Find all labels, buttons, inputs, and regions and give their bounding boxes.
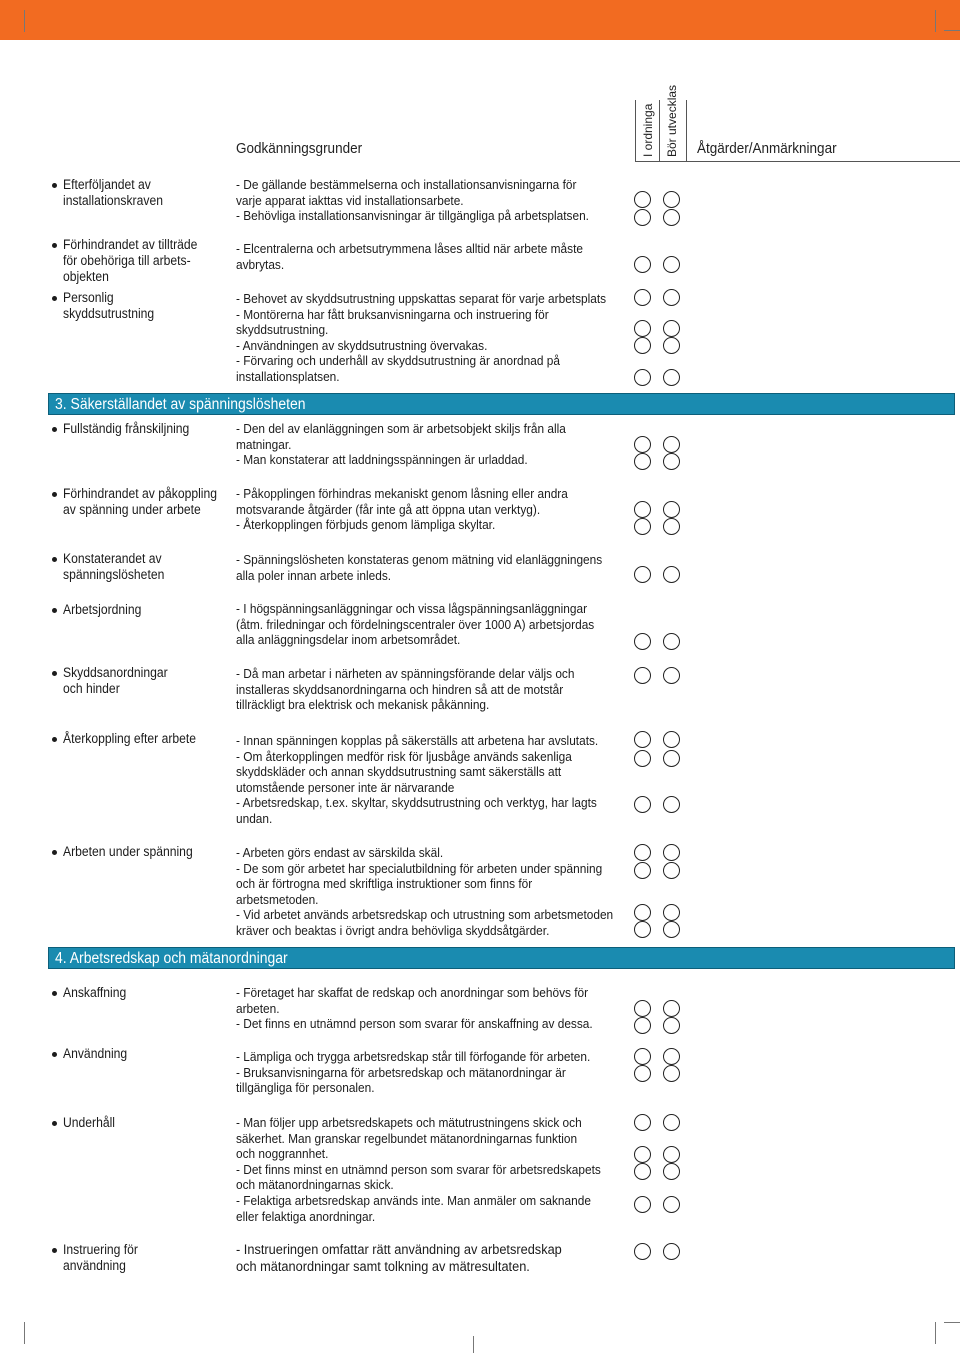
- criteria-text: - Innan spänningen kopplas på säkerställs att arbetena har avslutats. - Om återkopplingen medför risk för ljusbåge används sakenliga skyddskläder och annan skyddsutrustning samt säkerställs att utomstående personer inte är närvarande - Arbetsredskap, t.ex. skyltar, skyddsutrustning och verktyg, har lagts undan.: [236, 733, 599, 826]
- in-order-checkbox[interactable]: [634, 289, 651, 306]
- header-rule: [635, 161, 960, 162]
- section-banner-3: 3. Säkerställandet av spänningslösheten: [48, 393, 955, 415]
- in-order-checkbox[interactable]: [634, 1048, 651, 1065]
- needs-dev-checkbox[interactable]: [663, 1163, 680, 1180]
- needs-dev-checkbox[interactable]: [663, 667, 680, 684]
- needs-dev-checkbox[interactable]: [663, 1243, 680, 1260]
- needs-dev-checkbox[interactable]: [663, 1114, 680, 1131]
- needs-dev-checkbox[interactable]: [663, 320, 680, 337]
- in-order-checkbox[interactable]: [634, 750, 651, 767]
- needs-dev-checkbox[interactable]: [663, 1065, 680, 1082]
- in-order-checkbox[interactable]: [634, 453, 651, 470]
- topic-label: Efterföljandet av installationskraven: [63, 177, 228, 209]
- topic-label: Anskaffning: [63, 985, 228, 1001]
- needs-dev-checkbox[interactable]: [663, 1146, 680, 1163]
- needs-dev-checkbox[interactable]: [663, 566, 680, 583]
- criteria-text: - Elcentralerna och arbetsutrymmena låses alltid när arbete måste avbrytas.: [236, 241, 584, 272]
- criteria-text: - De gällande bestämmelserna och installationsanvisningarna för varje apparat iakttas vid installationsarbete. - Behövliga installationsanvisningar är tillgängliga på arbetsplatsen.: [236, 177, 589, 224]
- in-order-checkbox[interactable]: [634, 731, 651, 748]
- criteria-text: - Man följer upp arbetsredskapets och mätutrustningens skick och säkerhet. Man granskar regelbundet mätanordningarnas funktion och noggrannhet. - Det finns minst en utnämnd person som svarar för arbetsredskapets och mätanordningarnas skick. - Felaktiga arbetsredskap används inte. Man anmäler om saknande eller felaktiga anordningar.: [236, 1115, 601, 1224]
- in-order-checkbox[interactable]: [634, 844, 651, 861]
- topic-label: Personlig skyddsutrustning: [63, 290, 228, 322]
- needs-dev-checkbox[interactable]: [663, 369, 680, 386]
- criteria-text: - Spänningslösheten konstateras genom mätning vid elanläggningens alla poler innan arbete inleds.: [236, 552, 603, 583]
- needs-dev-checkbox[interactable]: [663, 289, 680, 306]
- in-order-checkbox[interactable]: [634, 1163, 651, 1180]
- in-order-checkbox[interactable]: [634, 904, 651, 921]
- needs-dev-checkbox[interactable]: [663, 436, 680, 453]
- topic-label: Instruering för användning: [63, 1242, 228, 1274]
- in-order-checkbox[interactable]: [634, 1196, 651, 1213]
- needs-dev-checkbox[interactable]: [663, 633, 680, 650]
- in-order-checkbox[interactable]: [634, 862, 651, 879]
- needs-dev-checkbox[interactable]: [663, 1048, 680, 1065]
- crop-mark: [24, 1322, 25, 1344]
- col-needs-dev-label: Bör utvecklas: [665, 84, 679, 157]
- in-order-checkbox[interactable]: [634, 796, 651, 813]
- column-divider: [635, 100, 636, 161]
- topic-label: Användning: [63, 1046, 228, 1062]
- top-color-band: [0, 0, 960, 40]
- needs-dev-checkbox[interactable]: [663, 796, 680, 813]
- in-order-checkbox[interactable]: [634, 209, 651, 226]
- crop-mark: [935, 1322, 936, 1344]
- in-order-checkbox[interactable]: [634, 518, 651, 535]
- in-order-checkbox[interactable]: [634, 921, 651, 938]
- criteria-text: - Arbeten görs endast av särskilda skäl. - De som gör arbetet har specialutbildning för arbeten under spänning och är förtrogna med skriftliga instruktioner som finns för arbetsmetoden. - Vid arbetet används arbetsredskap och utrustning som arbetsmetoden kräver och beaktas i övrigt andra behövliga skyddsåtgärder.: [236, 845, 614, 938]
- crop-mark: [935, 10, 936, 32]
- criteria-text: - Då man arbetar i närheten av spänningsförande delar väljs och installeras skyddsanordningarna och hindren så att de motstår tillräckligt bra elektrisk och mekanisk påkänning.: [236, 666, 575, 713]
- topic-label: Konstaterandet av spänningslösheten: [63, 551, 228, 583]
- in-order-checkbox[interactable]: [634, 256, 651, 273]
- topic-label: Arbetsjordning: [63, 602, 228, 618]
- in-order-checkbox[interactable]: [634, 369, 651, 386]
- in-order-checkbox[interactable]: [634, 667, 651, 684]
- section-banner-4: 4. Arbetsredskap och mätanordningar: [48, 947, 955, 969]
- topic-label: Arbeten under spänning: [63, 844, 228, 860]
- topic-label: Skyddsanordningar och hinder: [63, 665, 228, 697]
- criteria-text: - Den del av elanläggningen som är arbetsobjekt skiljs från alla matningar. - Man konstaterar att laddningsspänningen är urladdad.: [236, 421, 566, 468]
- needs-dev-checkbox[interactable]: [663, 191, 680, 208]
- in-order-checkbox[interactable]: [634, 191, 651, 208]
- topic-label: Underhåll: [63, 1115, 228, 1131]
- criteria-text: - Instrueringen omfattar rätt användning av arbetsredskap och mätanordningar samt tolkning av mätresultaten.: [236, 1242, 562, 1275]
- in-order-checkbox[interactable]: [634, 633, 651, 650]
- in-order-checkbox[interactable]: [634, 320, 651, 337]
- criteria-text: - Lämpliga och trygga arbetsredskap står till förfogande för arbeten. - Bruksanvisningarna för arbetsredskap och mätanordningar är tillgängliga för personalen.: [236, 1049, 591, 1096]
- needs-dev-checkbox[interactable]: [663, 256, 680, 273]
- crop-mark: [24, 10, 25, 32]
- grounds-heading: Godkänningsgrunder: [236, 140, 363, 157]
- in-order-checkbox[interactable]: [634, 1146, 651, 1163]
- col-in-order-label: I ordninga: [641, 103, 655, 157]
- in-order-checkbox[interactable]: [634, 1065, 651, 1082]
- needs-dev-checkbox[interactable]: [663, 862, 680, 879]
- needs-dev-checkbox[interactable]: [663, 1017, 680, 1034]
- topic-label: Fullständig frånskiljning: [63, 421, 228, 437]
- needs-dev-checkbox[interactable]: [663, 750, 680, 767]
- in-order-checkbox[interactable]: [634, 1000, 651, 1017]
- in-order-checkbox[interactable]: [634, 1243, 651, 1260]
- needs-dev-checkbox[interactable]: [663, 501, 680, 518]
- in-order-checkbox[interactable]: [634, 501, 651, 518]
- needs-dev-checkbox[interactable]: [663, 1196, 680, 1213]
- in-order-checkbox[interactable]: [634, 436, 651, 453]
- topic-label: Förhindrandet av påkoppling av spänning under arbete: [63, 486, 228, 518]
- needs-dev-checkbox[interactable]: [663, 337, 680, 354]
- needs-dev-checkbox[interactable]: [663, 904, 680, 921]
- criteria-text: - Företaget har skaffat de redskap och anordningar som behövs för arbeten. - Det finns en utnämnd person som svarar för anskaffning av dessa.: [236, 985, 593, 1032]
- in-order-checkbox[interactable]: [634, 1114, 651, 1131]
- actions-heading: Åtgärder/Anmärkningar: [697, 140, 837, 157]
- needs-dev-checkbox[interactable]: [663, 453, 680, 470]
- in-order-checkbox[interactable]: [634, 1017, 651, 1034]
- crop-mark: [944, 1322, 960, 1323]
- criteria-text: - I högspänningsanläggningar och vissa lågspänningsanläggningar (åtm. friledningar och fördelningscentraler över 1000 A) arbetsjordas alla anläggningsdelar inom arbetsområdet.: [236, 601, 595, 648]
- needs-dev-checkbox[interactable]: [663, 1000, 680, 1017]
- column-divider: [659, 100, 660, 161]
- needs-dev-checkbox[interactable]: [663, 731, 680, 748]
- topic-label: Återkoppling efter arbete: [63, 731, 228, 747]
- crop-mark: [944, 30, 960, 31]
- needs-dev-checkbox[interactable]: [663, 209, 680, 226]
- in-order-checkbox[interactable]: [634, 566, 651, 583]
- column-divider: [686, 100, 687, 161]
- needs-dev-checkbox[interactable]: [663, 921, 680, 938]
- criteria-text: - Påkopplingen förhindras mekaniskt genom låsning eller andra motsvarande åtgärder (får inte gå att öppna utan verktyg). - Återkopplingen förbjuds genom lämpliga skyltar.: [236, 486, 568, 533]
- needs-dev-checkbox[interactable]: [663, 844, 680, 861]
- criteria-text: - Behovet av skyddsutrustning uppskattas separat för varje arbetsplats - Montörerna har fått bruksanvisningarna och instruering för skyddsutrustning. - Användningen av skyddsutrustning övervakas. - Förvaring och underhåll av skyddsutrustning är anordnad på installationsplatsen.: [236, 291, 607, 384]
- topic-label: Förhindrandet av tillträde för obehöriga till arbets- objekten: [63, 237, 228, 285]
- in-order-checkbox[interactable]: [634, 337, 651, 354]
- needs-dev-checkbox[interactable]: [663, 518, 680, 535]
- crop-mark: [473, 1336, 474, 1353]
